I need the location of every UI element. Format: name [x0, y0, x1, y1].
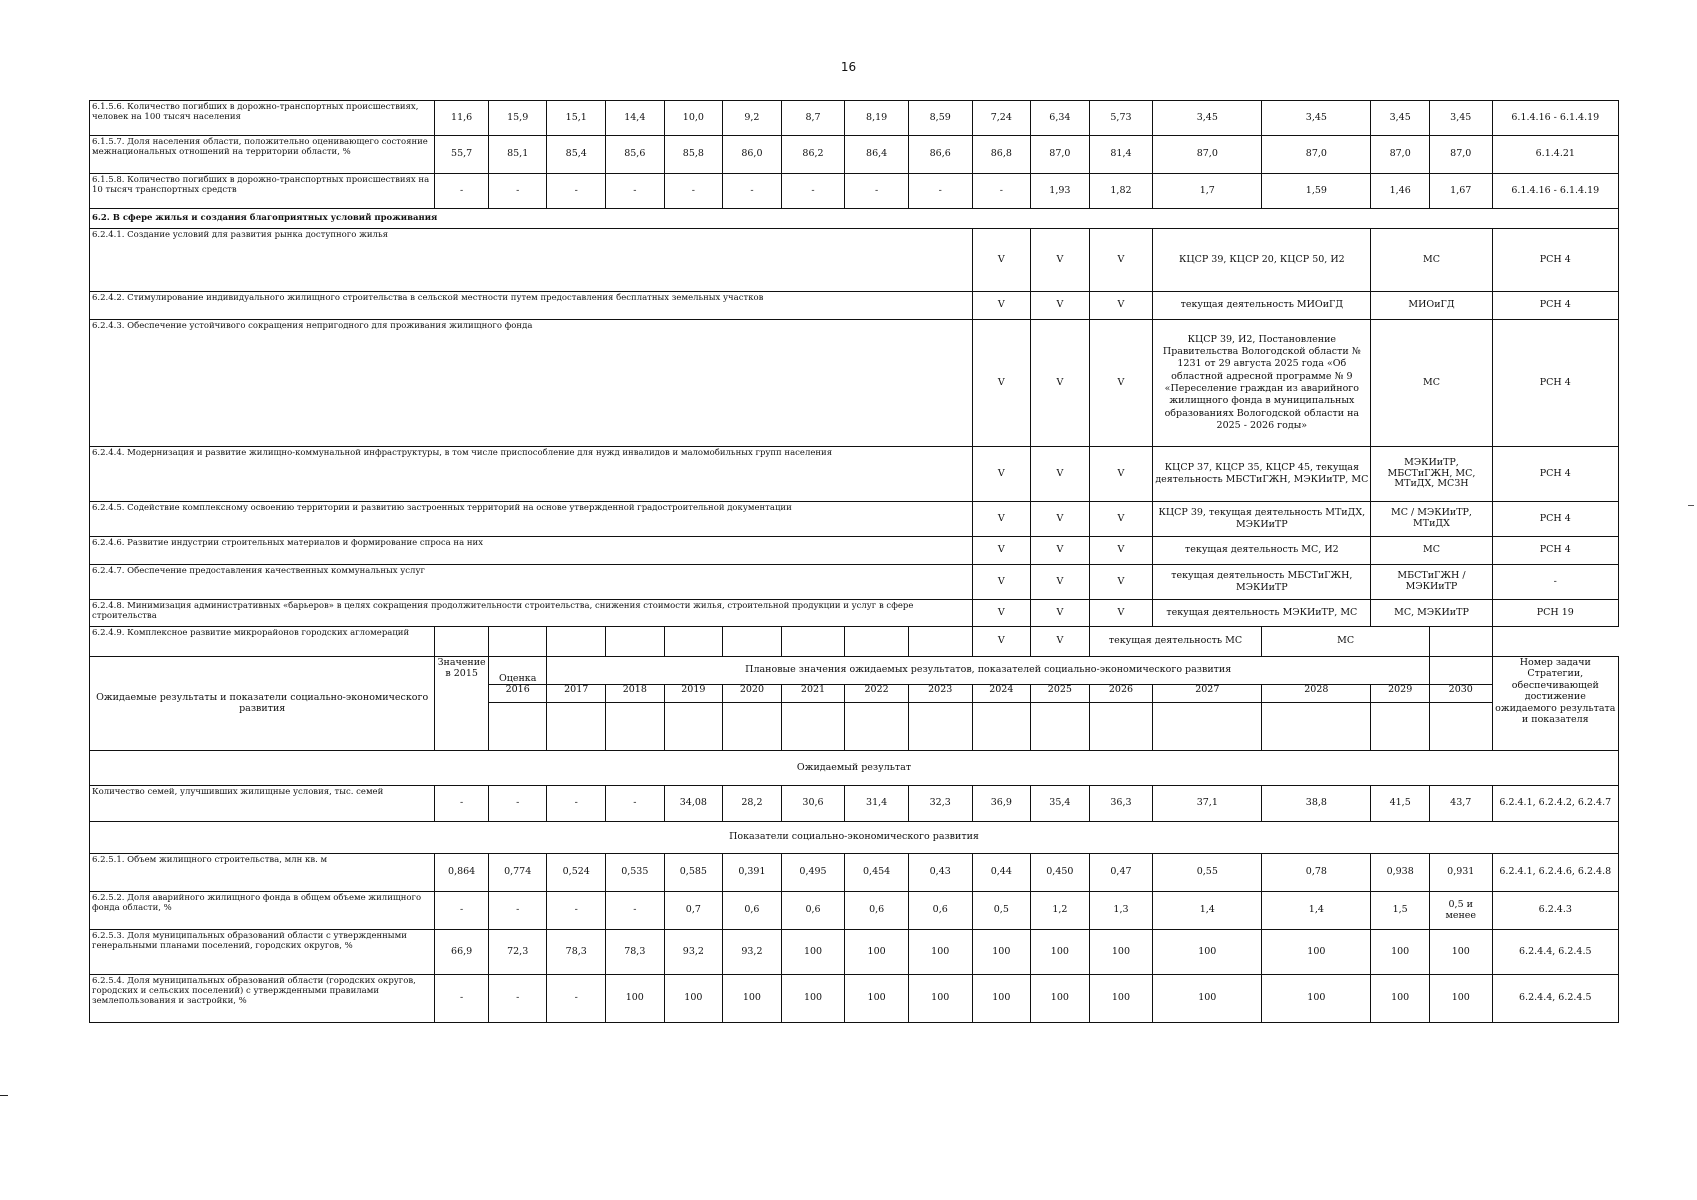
indicator-value: 0,938	[1371, 854, 1430, 892]
v-mark: V	[972, 447, 1031, 502]
task-source: КЦСР 39, И2, Постановление Правительства Вологодской области № 1231 от 29 августа 2025 года «Об областной адресной программе № 9 «Переселение граждан из аварийного жилищного фонда в муниципальных образованиях Вологодской области на 2025 - 2026 годы»	[1153, 320, 1371, 447]
indicator-value: 1,5	[1371, 892, 1430, 930]
empty-cell	[845, 703, 909, 751]
indicator-value: 0,5 и менее	[1429, 892, 1492, 930]
indicator-value: 85,1	[488, 136, 547, 174]
indicator-value: 8,7	[781, 101, 845, 136]
empty-cell	[1031, 703, 1090, 751]
indicator-value: 1,59	[1262, 174, 1371, 209]
indicator-value: 0,454	[845, 854, 909, 892]
task-executor: МС, МЭКИиТР	[1371, 600, 1492, 627]
task-executor: МБСТиГЖН / МЭКИиТР	[1371, 565, 1492, 600]
indicator-value: 81,4	[1089, 136, 1153, 174]
indicator-value: -	[435, 975, 489, 1023]
indicator-value: -	[781, 174, 845, 209]
task-source: текущая деятельность МС, И2	[1153, 537, 1371, 565]
indicator-value: 0,5	[972, 892, 1031, 930]
indicator-value: 87,0	[1429, 136, 1492, 174]
indicator-value: 3,45	[1429, 101, 1492, 136]
indicator-value: 1,2	[1031, 892, 1090, 930]
margin-mark	[0, 1095, 8, 1096]
indicator-value: 85,8	[664, 136, 723, 174]
expected-result-band: Ожидаемый результат	[90, 751, 1619, 786]
indicator-value: 6,34	[1031, 101, 1090, 136]
header-task-number: Номер задачи Стратегии, обеспечивающей достижение ожидаемого результата и показателя	[1492, 657, 1618, 751]
indicator-value: -	[606, 892, 665, 930]
empty-cell	[1153, 703, 1262, 751]
empty-cell	[488, 703, 547, 751]
v-mark: V	[1031, 229, 1090, 292]
task-executor: МЭКИиТР, МБСТиГЖН, МС, МТиДХ, МСЗН	[1371, 447, 1492, 502]
indicator-value: 100	[664, 975, 723, 1023]
indicator-value: 0,774	[488, 854, 547, 892]
indicator-value: -	[723, 174, 782, 209]
task-row	[90, 320, 1619, 447]
empty-cell	[606, 703, 665, 751]
task-number: 6.2.4.4, 6.2.4.5	[1492, 930, 1618, 975]
year-header: 2026	[1089, 685, 1153, 703]
v-mark: V	[1089, 600, 1153, 627]
v-mark: V	[1089, 320, 1153, 447]
result-value: 36,3	[1089, 786, 1153, 822]
indicator-value: 100	[845, 930, 909, 975]
v-mark: V	[1089, 502, 1153, 537]
task-number: 6.1.4.21	[1492, 136, 1618, 174]
result-value: 41,5	[1371, 786, 1430, 822]
indicator-value: 100	[1031, 975, 1090, 1023]
task-source: текущая деятельность МБСТиГЖН, МЭКИиТР	[1153, 565, 1371, 600]
indicator-value: -	[845, 174, 909, 209]
strategy-table	[89, 100, 1619, 1023]
empty-cell	[1371, 703, 1430, 751]
task-row	[90, 537, 1619, 565]
empty-cell	[723, 627, 782, 657]
indicator-row	[90, 930, 1619, 975]
task-number: 6.2.4.4, 6.2.4.5	[1492, 975, 1618, 1023]
indicator-value: 86,0	[723, 136, 782, 174]
result-value: -	[606, 786, 665, 822]
task-row	[90, 447, 1619, 502]
task-rsn: РСН 4	[1492, 229, 1618, 292]
indicator-value: 8,19	[845, 101, 909, 136]
indicator-value: 3,45	[1153, 101, 1262, 136]
task-name: 6.2.4.3. Обеспечение устойчивого сокращения непригодного для проживания жилищного фонда	[90, 320, 973, 447]
indicator-value: 72,3	[488, 930, 547, 975]
empty-cell	[908, 703, 972, 751]
year-header: 2019	[664, 685, 723, 703]
year-header: 2029	[1371, 685, 1430, 703]
indicator-value: 0,585	[664, 854, 723, 892]
indicator-value: 100	[1262, 930, 1371, 975]
result-row	[90, 786, 1619, 822]
v-mark: V	[1031, 627, 1090, 657]
indicator-value: 85,6	[606, 136, 665, 174]
indicator-value: -	[547, 975, 606, 1023]
task-row	[90, 229, 1619, 292]
task-executor: МС	[1262, 627, 1430, 657]
header-estimate: Оценка	[488, 657, 547, 685]
year-header: 2020	[723, 685, 782, 703]
v-mark: V	[972, 627, 1031, 657]
result-value: 36,9	[972, 786, 1031, 822]
indicator-value: 100	[845, 975, 909, 1023]
result-value: 31,4	[845, 786, 909, 822]
indicator-value: 100	[972, 975, 1031, 1023]
year-header: 2025	[1031, 685, 1090, 703]
indicator-value: 0,6	[781, 892, 845, 930]
result-value: 38,8	[1262, 786, 1371, 822]
indicator-value: 87,0	[1371, 136, 1430, 174]
indicator-value: 3,45	[1371, 101, 1430, 136]
section-row	[90, 209, 1619, 229]
indicator-value: 1,7	[1153, 174, 1262, 209]
indicator-value: 0,450	[1031, 854, 1090, 892]
task-rsn: РСН 4	[1492, 320, 1618, 447]
empty-cell	[1089, 703, 1153, 751]
indicator-value: 100	[1089, 975, 1153, 1023]
empty-cell	[664, 703, 723, 751]
indicator-value: 100	[781, 930, 845, 975]
indicator-value: -	[664, 174, 723, 209]
task-executor: МИОиГД	[1371, 292, 1492, 320]
indicator-value: -	[908, 174, 972, 209]
indicator-value: 0,78	[1262, 854, 1371, 892]
task-number: 6.1.4.16 - 6.1.4.19	[1492, 101, 1618, 136]
indicator-value: 10,0	[664, 101, 723, 136]
empty-cell	[1262, 703, 1371, 751]
indicator-value: 1,67	[1429, 174, 1492, 209]
header-planned: Плановые значения ожидаемых результатов, показателей социально-экономического развития	[547, 657, 1430, 685]
indicator-value: 100	[908, 975, 972, 1023]
margin-tick	[1688, 505, 1694, 506]
indicator-value: -	[488, 892, 547, 930]
v-mark: V	[972, 229, 1031, 292]
indicator-value: 0,43	[908, 854, 972, 892]
task-number: 6.2.4.1, 6.2.4.6, 6.2.4.8	[1492, 854, 1618, 892]
indicator-name: 6.2.5.1. Объем жилищного строительства, млн кв. м	[90, 854, 435, 892]
header-value-2015: Значение в 2015	[435, 657, 489, 751]
result-value: -	[488, 786, 547, 822]
indicator-row	[90, 136, 1619, 174]
band-row	[90, 751, 1619, 786]
page-number: 16	[840, 60, 857, 74]
indicator-value: 1,46	[1371, 174, 1430, 209]
empty-cell	[1429, 703, 1492, 751]
indicator-value: 0,44	[972, 854, 1031, 892]
task-rsn: РСН 4	[1492, 502, 1618, 537]
empty-cell	[547, 703, 606, 751]
indicator-value: 7,24	[972, 101, 1031, 136]
band-row	[90, 822, 1619, 854]
indicator-row	[90, 854, 1619, 892]
indicator-value: 93,2	[664, 930, 723, 975]
result-value: 37,1	[1153, 786, 1262, 822]
year-header: 2023	[908, 685, 972, 703]
indicator-value: 87,0	[1031, 136, 1090, 174]
indicator-value: 3,45	[1262, 101, 1371, 136]
v-mark: V	[1031, 502, 1090, 537]
empty-cell	[488, 627, 547, 657]
indicator-value: 0,495	[781, 854, 845, 892]
empty-cell	[1429, 657, 1492, 685]
indicator-value: 100	[1371, 975, 1430, 1023]
indicator-value: 0,6	[845, 892, 909, 930]
indicator-value: 0,524	[547, 854, 606, 892]
indicator-row	[90, 892, 1619, 930]
empty-cell	[908, 627, 972, 657]
year-header: 2021	[781, 685, 845, 703]
v-mark: V	[972, 600, 1031, 627]
indicator-value: -	[547, 892, 606, 930]
indicator-value: 8,59	[908, 101, 972, 136]
indicator-value: 100	[1089, 930, 1153, 975]
indicator-value: 100	[781, 975, 845, 1023]
indicator-name: 6.2.5.4. Доля муниципальных образований области (городских округов, городских и сельских поселений) с утвержденными правилами землепользования и застройки, %	[90, 975, 435, 1023]
task-executor: МС	[1371, 229, 1492, 292]
task-executor: МС	[1371, 537, 1492, 565]
indicator-value: 78,3	[606, 930, 665, 975]
v-mark: V	[1031, 565, 1090, 600]
v-mark: V	[1089, 565, 1153, 600]
v-mark: V	[1031, 320, 1090, 447]
result-value: -	[435, 786, 489, 822]
indicator-row	[90, 975, 1619, 1023]
year-header: 2016	[488, 685, 547, 703]
v-mark: V	[1089, 292, 1153, 320]
indicator-row	[90, 101, 1619, 136]
task-row	[90, 627, 1619, 657]
v-mark: V	[972, 320, 1031, 447]
indicator-value: 9,2	[723, 101, 782, 136]
indicator-name: 6.2.5.2. Доля аварийного жилищного фонда в общем объеме жилищного фонда области, %	[90, 892, 435, 930]
v-mark: V	[972, 537, 1031, 565]
indicator-value: 87,0	[1153, 136, 1262, 174]
year-header: 2018	[606, 685, 665, 703]
indicator-value: 0,55	[1153, 854, 1262, 892]
indicator-value: 14,4	[606, 101, 665, 136]
indicator-value: 93,2	[723, 930, 782, 975]
indicator-value: 1,82	[1089, 174, 1153, 209]
result-value: 28,2	[723, 786, 782, 822]
empty-cell	[781, 627, 845, 657]
task-row	[90, 292, 1619, 320]
task-source: текущая деятельность МЭКИиТР, МС	[1153, 600, 1371, 627]
indicator-value: 100	[972, 930, 1031, 975]
indicator-name: 6.2.5.3. Доля муниципальных образований области с утвержденными генеральными планами поселений, городских округов, %	[90, 930, 435, 975]
indicator-value: 85,4	[547, 136, 606, 174]
year-header: 2024	[972, 685, 1031, 703]
indicator-value: 100	[1153, 930, 1262, 975]
task-number: 6.1.4.16 - 6.1.4.19	[1492, 174, 1618, 209]
indicator-value: 100	[1153, 975, 1262, 1023]
v-mark: V	[972, 502, 1031, 537]
year-header: 2017	[547, 685, 606, 703]
indicator-value: -	[435, 892, 489, 930]
indicator-value: 0,535	[606, 854, 665, 892]
task-executor: МС	[1371, 320, 1492, 447]
indicator-value: 100	[1262, 975, 1371, 1023]
header-row	[90, 657, 1619, 685]
empty-cell	[723, 703, 782, 751]
v-mark: V	[1089, 229, 1153, 292]
result-value: 32,3	[908, 786, 972, 822]
task-name: 6.2.4.9. Комплексное развитие микрорайонов городских агломераций	[90, 627, 435, 657]
indicator-value: 1,4	[1262, 892, 1371, 930]
year-header: 2022	[845, 685, 909, 703]
task-source: текущая деятельность МИОиГД	[1153, 292, 1371, 320]
indicator-value: 100	[1429, 930, 1492, 975]
indicator-value: -	[488, 174, 547, 209]
header-results-label: Ожидаемые результаты и показатели социально-экономического развития	[90, 657, 435, 751]
task-name: 6.2.4.1. Создание условий для развития рынка доступного жилья	[90, 229, 973, 292]
task-name: 6.2.4.6. Развитие индустрии строительных материалов и формирование спроса на них	[90, 537, 973, 565]
task-name: 6.2.4.2. Стимулирование индивидуального жилищного строительства в сельской местности путем предоставления бесплатных земельных участков	[90, 292, 973, 320]
indicator-value: -	[547, 174, 606, 209]
indicator-value: 0,6	[723, 892, 782, 930]
indicator-value: 5,73	[1089, 101, 1153, 136]
empty-cell	[781, 703, 845, 751]
indicator-value: 1,93	[1031, 174, 1090, 209]
indicator-value: 100	[1429, 975, 1492, 1023]
task-name: 6.2.4.8. Минимизация административных «барьеров» в целях сокращения продолжительности строительства, снижения стоимости жилья, строительной продукции и услуг в сфере строительства	[90, 600, 973, 627]
indicator-value: 86,4	[845, 136, 909, 174]
empty-cell	[435, 627, 489, 657]
v-mark: V	[1031, 537, 1090, 565]
empty-cell	[1429, 627, 1492, 657]
task-rsn: РСН 4	[1492, 292, 1618, 320]
task-rsn: РСН 19	[1492, 600, 1618, 627]
task-row	[90, 502, 1619, 537]
task-row	[90, 565, 1619, 600]
indicator-value: 0,47	[1089, 854, 1153, 892]
indicator-value: 100	[606, 975, 665, 1023]
indicator-value: 11,6	[435, 101, 489, 136]
task-row	[90, 600, 1619, 627]
section-title: 6.2. В сфере жилья и создания благоприятных условий проживания	[90, 209, 1619, 229]
task-source: текущая деятельность МС	[1089, 627, 1262, 657]
empty-cell	[972, 703, 1031, 751]
indicator-value: 87,0	[1262, 136, 1371, 174]
indicator-value: 66,9	[435, 930, 489, 975]
v-mark: V	[972, 292, 1031, 320]
task-source: КЦСР 39, КЦСР 20, КЦСР 50, И2	[1153, 229, 1371, 292]
empty-cell	[547, 627, 606, 657]
result-value: -	[547, 786, 606, 822]
result-name: Количество семей, улучшивших жилищные условия, тыс. семей	[90, 786, 435, 822]
task-source: КЦСР 37, КЦСР 35, КЦСР 45, текущая деятельность МБСТиГЖН, МЭКИиТР, МС	[1153, 447, 1371, 502]
task-source: КЦСР 39, текущая деятельность МТиДХ, МЭКИиТР	[1153, 502, 1371, 537]
task-name: 6.2.4.4. Модернизация и развитие жилищно-коммунальной инфраструктуры, в том числе приспособление для нужд инвалидов и маломобильных групп населения	[90, 447, 973, 502]
indicator-value: 100	[1371, 930, 1430, 975]
indicator-name: 6.1.5.7. Доля населения области, положительно оценивающего состояние межнациональных отношений на территории области, %	[90, 136, 435, 174]
v-mark: V	[1031, 600, 1090, 627]
year-header: 2028	[1262, 685, 1371, 703]
v-mark: V	[1089, 537, 1153, 565]
result-value: 43,7	[1429, 786, 1492, 822]
indicator-value: 0,391	[723, 854, 782, 892]
indicator-value: -	[435, 174, 489, 209]
task-name: 6.2.4.5. Содействие комплексному освоению территории и развитию застроенных территорий на основе утвержденной градостроительной документации	[90, 502, 973, 537]
year-header: 2027	[1153, 685, 1262, 703]
indicator-name: 6.1.5.6. Количество погибших в дорожно-транспортных происшествиях, человек на 100 тысяч населения	[90, 101, 435, 136]
indicator-value: 15,9	[488, 101, 547, 136]
result-value: 34,08	[664, 786, 723, 822]
indicator-value: -	[972, 174, 1031, 209]
indicator-value: -	[488, 975, 547, 1023]
indicator-value: 1,3	[1089, 892, 1153, 930]
indicator-value: 100	[1031, 930, 1090, 975]
empty-cell	[606, 627, 665, 657]
result-value: 35,4	[1031, 786, 1090, 822]
indicator-value: 100	[908, 930, 972, 975]
task-name: 6.2.4.7. Обеспечение предоставления качественных коммунальных услуг	[90, 565, 973, 600]
indicator-value: 1,4	[1153, 892, 1262, 930]
indicator-value: 0,931	[1429, 854, 1492, 892]
indicator-value: 78,3	[547, 930, 606, 975]
indicator-value: 86,8	[972, 136, 1031, 174]
empty-cell	[664, 627, 723, 657]
indicator-value: 100	[723, 975, 782, 1023]
v-mark: V	[972, 565, 1031, 600]
indicators-band: Показатели социально-экономического развития	[90, 822, 1619, 854]
indicator-value: 86,2	[781, 136, 845, 174]
indicator-value: 15,1	[547, 101, 606, 136]
indicator-value: 0,6	[908, 892, 972, 930]
indicator-value: 0,7	[664, 892, 723, 930]
task-number: 6.2.4.1, 6.2.4.2, 6.2.4.7	[1492, 786, 1618, 822]
task-rsn: -	[1492, 565, 1618, 600]
task-rsn: РСН 4	[1492, 537, 1618, 565]
task-executor: МС / МЭКИиТР, МТиДХ	[1371, 502, 1492, 537]
v-mark: V	[1031, 447, 1090, 502]
v-mark: V	[1031, 292, 1090, 320]
empty-cell	[845, 627, 909, 657]
task-rsn: РСН 4	[1492, 447, 1618, 502]
indicator-value: 0,864	[435, 854, 489, 892]
result-value: 30,6	[781, 786, 845, 822]
indicator-value: 86,6	[908, 136, 972, 174]
year-header: 2030	[1429, 685, 1492, 703]
indicator-value: 55,7	[435, 136, 489, 174]
indicator-name: 6.1.5.8. Количество погибших в дорожно-транспортных происшествиях на 10 тысяч транспортных средств	[90, 174, 435, 209]
indicator-row	[90, 174, 1619, 209]
v-mark: V	[1089, 447, 1153, 502]
task-number: 6.2.4.3	[1492, 892, 1618, 930]
indicator-value: -	[606, 174, 665, 209]
